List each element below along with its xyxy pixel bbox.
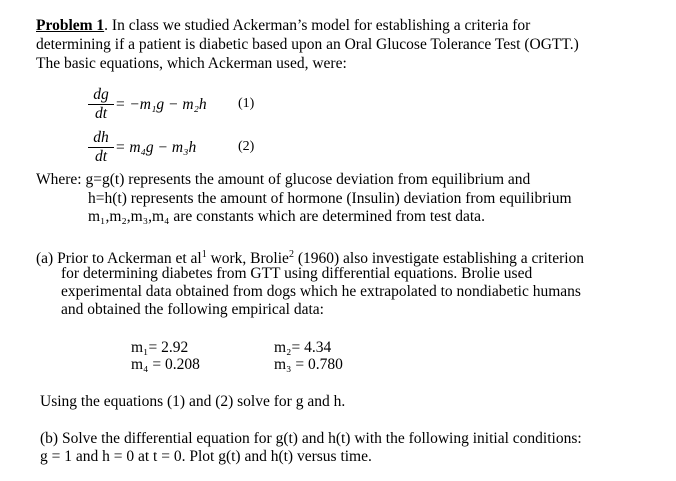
part-a-line-2: for determining diabetes from GTT using differential equations. Brolie used <box>61 265 533 282</box>
part-a-text-1: (a) Prior to Ackerman et al <box>36 250 202 268</box>
part-a-line-3: experimental data obtained from dogs which he extrapolated to nondiabetic humans <box>61 283 581 300</box>
part-b-line-1: (b) Solve the differential equation for g(t) and h(t) with the following initial conditions: <box>40 430 582 447</box>
equation-2-fraction <box>88 130 114 165</box>
part-a-line-4: and obtained the following empirical data: <box>61 301 324 318</box>
where-line-1: Where: g=g(t) represents the amount of glucose deviation from equilibrium and <box>36 171 531 188</box>
constant-m2: m₂= 4.34 <box>274 339 332 356</box>
problem-intro-line-1 <box>36 17 530 35</box>
equation-1-numerator: dg <box>93 86 109 103</box>
constant-m4: m₄ = 0.208 <box>131 356 200 373</box>
part-a-text-2: work, Brolie <box>206 250 289 268</box>
footnote-ref-1: 1 <box>201 249 207 260</box>
problem-intro-line-2: determining if a patient is diabetic based upon an Oral Glucose Tolerance Test (OGTT.) <box>36 36 579 53</box>
problem-label: Problem 1 <box>36 17 105 34</box>
equation-2-rhs: = m₄g − m₃h <box>115 139 197 156</box>
where-line-2: h=h(t) represents the amount of hormone (Insulin) deviation from equilibrium <box>88 190 572 207</box>
equation-1-fraction <box>88 87 114 122</box>
equation-2-denominator: dt <box>94 148 108 165</box>
equation-1-rhs: = −m₁g − m₂h <box>115 96 207 113</box>
where-line-3: m₁,m₂,m₃,m₄ are constants which are determined from test data. <box>88 208 485 225</box>
equation-1-label: (1) <box>238 96 255 111</box>
part-b-line-2: g = 1 and h = 0 at t = 0. Plot g(t) and h(t) versus time. <box>40 448 372 465</box>
footnote-ref-2: 2 <box>288 249 294 260</box>
equation-1-denominator: dt <box>94 105 108 122</box>
instruction-line: Using the equations (1) and (2) solve for g and h. <box>40 393 346 410</box>
problem-intro-line-3: The basic equations, which Ackerman used, were: <box>36 55 347 72</box>
constant-m1: m₁= 2.92 <box>131 339 189 356</box>
constant-m3: m₃ = 0.780 <box>274 356 343 373</box>
equation-2-numerator: dh <box>93 129 109 146</box>
part-a-text-3: (1960) also investigate establishing a criterion <box>293 250 585 268</box>
intro-text-1: . In class we studied Ackerman’s model for establishing a criteria for <box>104 17 531 34</box>
equation-2-label: (2) <box>238 139 255 154</box>
